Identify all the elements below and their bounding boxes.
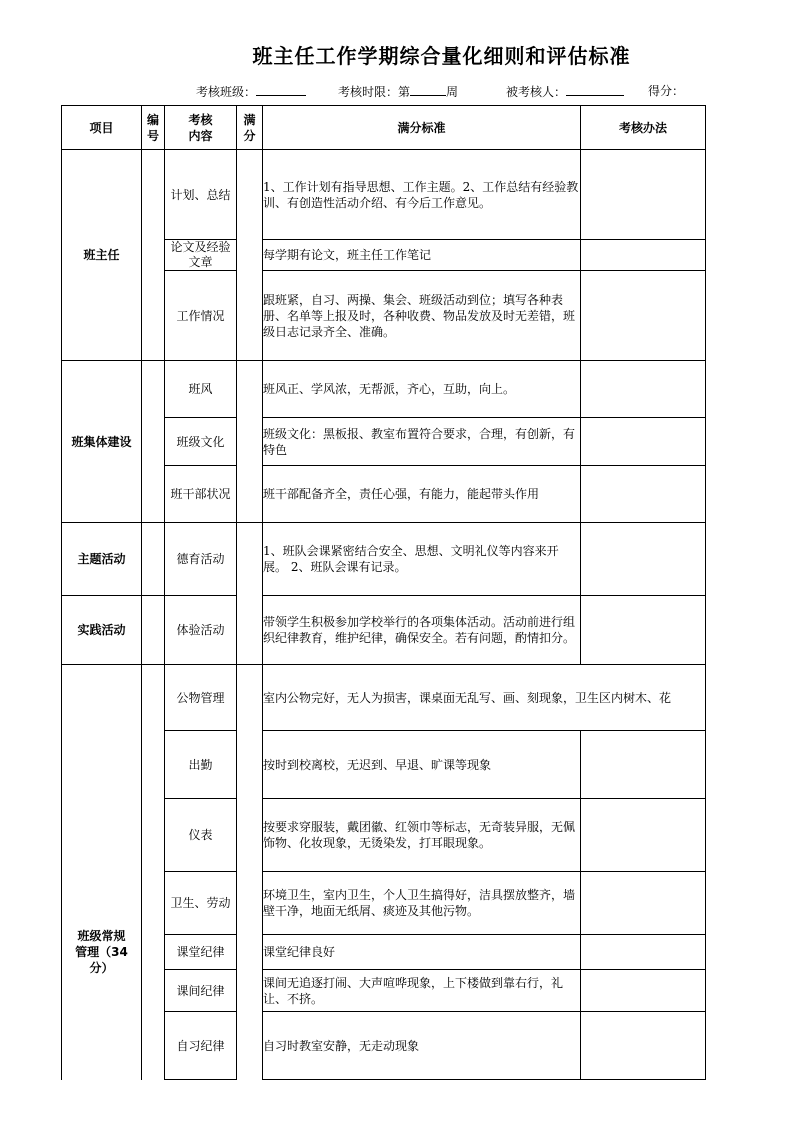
method-cell[interactable] — [581, 596, 706, 665]
method-cell[interactable] — [581, 466, 706, 523]
standard-cell: 班干部配备齐全，责任心强，有能力，能起带头作用 — [263, 466, 581, 523]
header-standard: 满分标准 — [263, 106, 581, 150]
class-blank[interactable] — [256, 82, 306, 96]
method-cell[interactable] — [581, 935, 706, 970]
header-number — [142, 106, 165, 150]
item-cell: 卫生、劳动 — [165, 872, 237, 935]
number-cell — [142, 596, 165, 665]
number-cell — [142, 523, 165, 596]
table-row — [62, 361, 706, 418]
standard-cell: 每学期有论文，班主任工作笔记 — [263, 240, 581, 271]
item-cell: 工作情况 — [165, 271, 237, 361]
item-cell: 论文及经验文章 — [165, 240, 237, 271]
score-field — [648, 82, 684, 99]
page-title: 班主任工作学期综合量化细则和评估标准 — [252, 44, 631, 68]
header-content-text: 考核内容 — [188, 112, 213, 143]
period-unit: 周 — [446, 85, 459, 99]
section-changgui-label: 班级常规管理（34分） — [75, 929, 128, 976]
full-cell — [237, 523, 263, 596]
standard-cell: 1、工作计划有指导思想、工作主题。2、工作总结有经验教训、有创造性活动介绍、有今后工作意见。 — [263, 150, 581, 240]
method-cell[interactable] — [581, 523, 706, 596]
item-cell: 体验活动 — [165, 596, 237, 665]
number-cell — [142, 150, 165, 361]
method-cell[interactable] — [581, 240, 706, 271]
section-shijian: 实践活动 — [62, 596, 142, 665]
period-label: 考核时限：第 — [338, 85, 411, 99]
method-cell[interactable] — [581, 1012, 706, 1080]
method-cell[interactable] — [581, 418, 706, 466]
item-cell: 德育活动 — [165, 523, 237, 596]
standard-cell: 1、班队会课紧密结合安全、思想、文明礼仪等内容来开展。 2、班队会课有记录。 — [263, 523, 581, 596]
score-label: 得分： — [648, 84, 685, 98]
period-field — [338, 82, 458, 100]
standard-cell: 自习时教室安静，无走动现象 — [263, 1012, 581, 1080]
method-cell[interactable] — [581, 970, 706, 1012]
standard-cell: 课间无追逐打闹、大声喧哗现象，上下楼做到靠右行，礼让、不挤。 — [263, 970, 581, 1012]
section-zhuti: 主题活动 — [62, 523, 142, 596]
method-cell[interactable] — [581, 361, 706, 418]
standard-cell: 跟班紧，自习、两操、集会、班级活动到位；填写各种表册、名单等上报及时，各种收费、物品发放及时无差错，班级日志记录齐全、准确。 — [263, 271, 581, 361]
method-cell[interactable] — [581, 872, 706, 935]
method-cell[interactable] — [581, 150, 706, 240]
table-row — [62, 523, 706, 596]
item-cell: 自习纪律 — [165, 1012, 237, 1080]
item-cell: 课间纪律 — [165, 970, 237, 1012]
person-label: 被考核人： — [506, 85, 567, 99]
method-cell[interactable] — [581, 731, 706, 799]
period-blank[interactable] — [410, 82, 446, 96]
header-full-text: 满分 — [243, 112, 256, 143]
class-label: 考核班级： — [196, 85, 257, 99]
method-cell[interactable] — [581, 271, 706, 361]
standard-cell: 环境卫生，室内卫生，个人卫生搞得好，洁具摆放整齐，墙壁干净，地面无纸屑、痰迹及其他污物。 — [263, 872, 581, 935]
standard-cell: 按要求穿服装，戴团徽、红领巾等标志，无奇装异服，无佩饰物、化妆现象，无烫染发，打耳眼现象。 — [263, 799, 581, 872]
item-cell: 公物管理 — [165, 665, 237, 731]
header-full — [237, 106, 263, 150]
table-row — [62, 596, 706, 665]
full-cell — [237, 596, 263, 665]
method-cell[interactable] — [581, 799, 706, 872]
section-changgui-text — [62, 768, 141, 976]
standard-cell: 按时到校离校，无迟到、早退、旷课等现象 — [263, 731, 581, 799]
standard-cell: 班级文化：黑板报、教室布置符合要求，合理，有创新，有特色 — [263, 418, 581, 466]
full-cell — [237, 361, 263, 523]
header-method: 考核办法 — [581, 106, 706, 150]
item-cell: 出勤 — [165, 731, 237, 799]
number-cell — [142, 361, 165, 523]
header-project: 项目 — [62, 106, 142, 150]
section-banzhuren: 班主任 — [62, 150, 142, 361]
class-field — [196, 82, 306, 100]
section-banjiti: 班集体建设 — [62, 361, 142, 523]
number-cell — [142, 665, 165, 1080]
person-blank[interactable] — [566, 82, 624, 96]
standard-cell: 班风正、学风浓，无帮派，齐心，互助，向上。 — [263, 361, 581, 418]
header-number-text: 编号 — [146, 112, 159, 143]
table-row — [62, 665, 706, 731]
table-row — [62, 150, 706, 240]
section-changgui — [62, 665, 142, 1080]
full-cell — [237, 665, 263, 1080]
item-cell: 仪表 — [165, 799, 237, 872]
standard-cell: 室内公物完好，无人为损害，课桌面无乱写、画、刻现象，卫生区内树木、花 — [263, 665, 706, 731]
header-row — [62, 106, 706, 150]
standard-cell: 课堂纪律良好 — [263, 935, 581, 970]
person-field — [506, 82, 624, 100]
item-cell: 班干部状况 — [165, 466, 237, 523]
evaluation-table — [61, 105, 706, 1080]
item-cell: 课堂纪律 — [165, 935, 237, 970]
standard-cell: 带领学生积极参加学校举行的各项集体活动。活动前进行组织纪律教育，维护纪律，确保安全。若有问题，酌情扣分。 — [263, 596, 581, 665]
item-cell: 计划、总结 — [165, 150, 237, 240]
header-content — [165, 106, 237, 150]
full-cell — [237, 150, 263, 361]
item-cell: 班级文化 — [165, 418, 237, 466]
item-cell: 班风 — [165, 361, 237, 418]
